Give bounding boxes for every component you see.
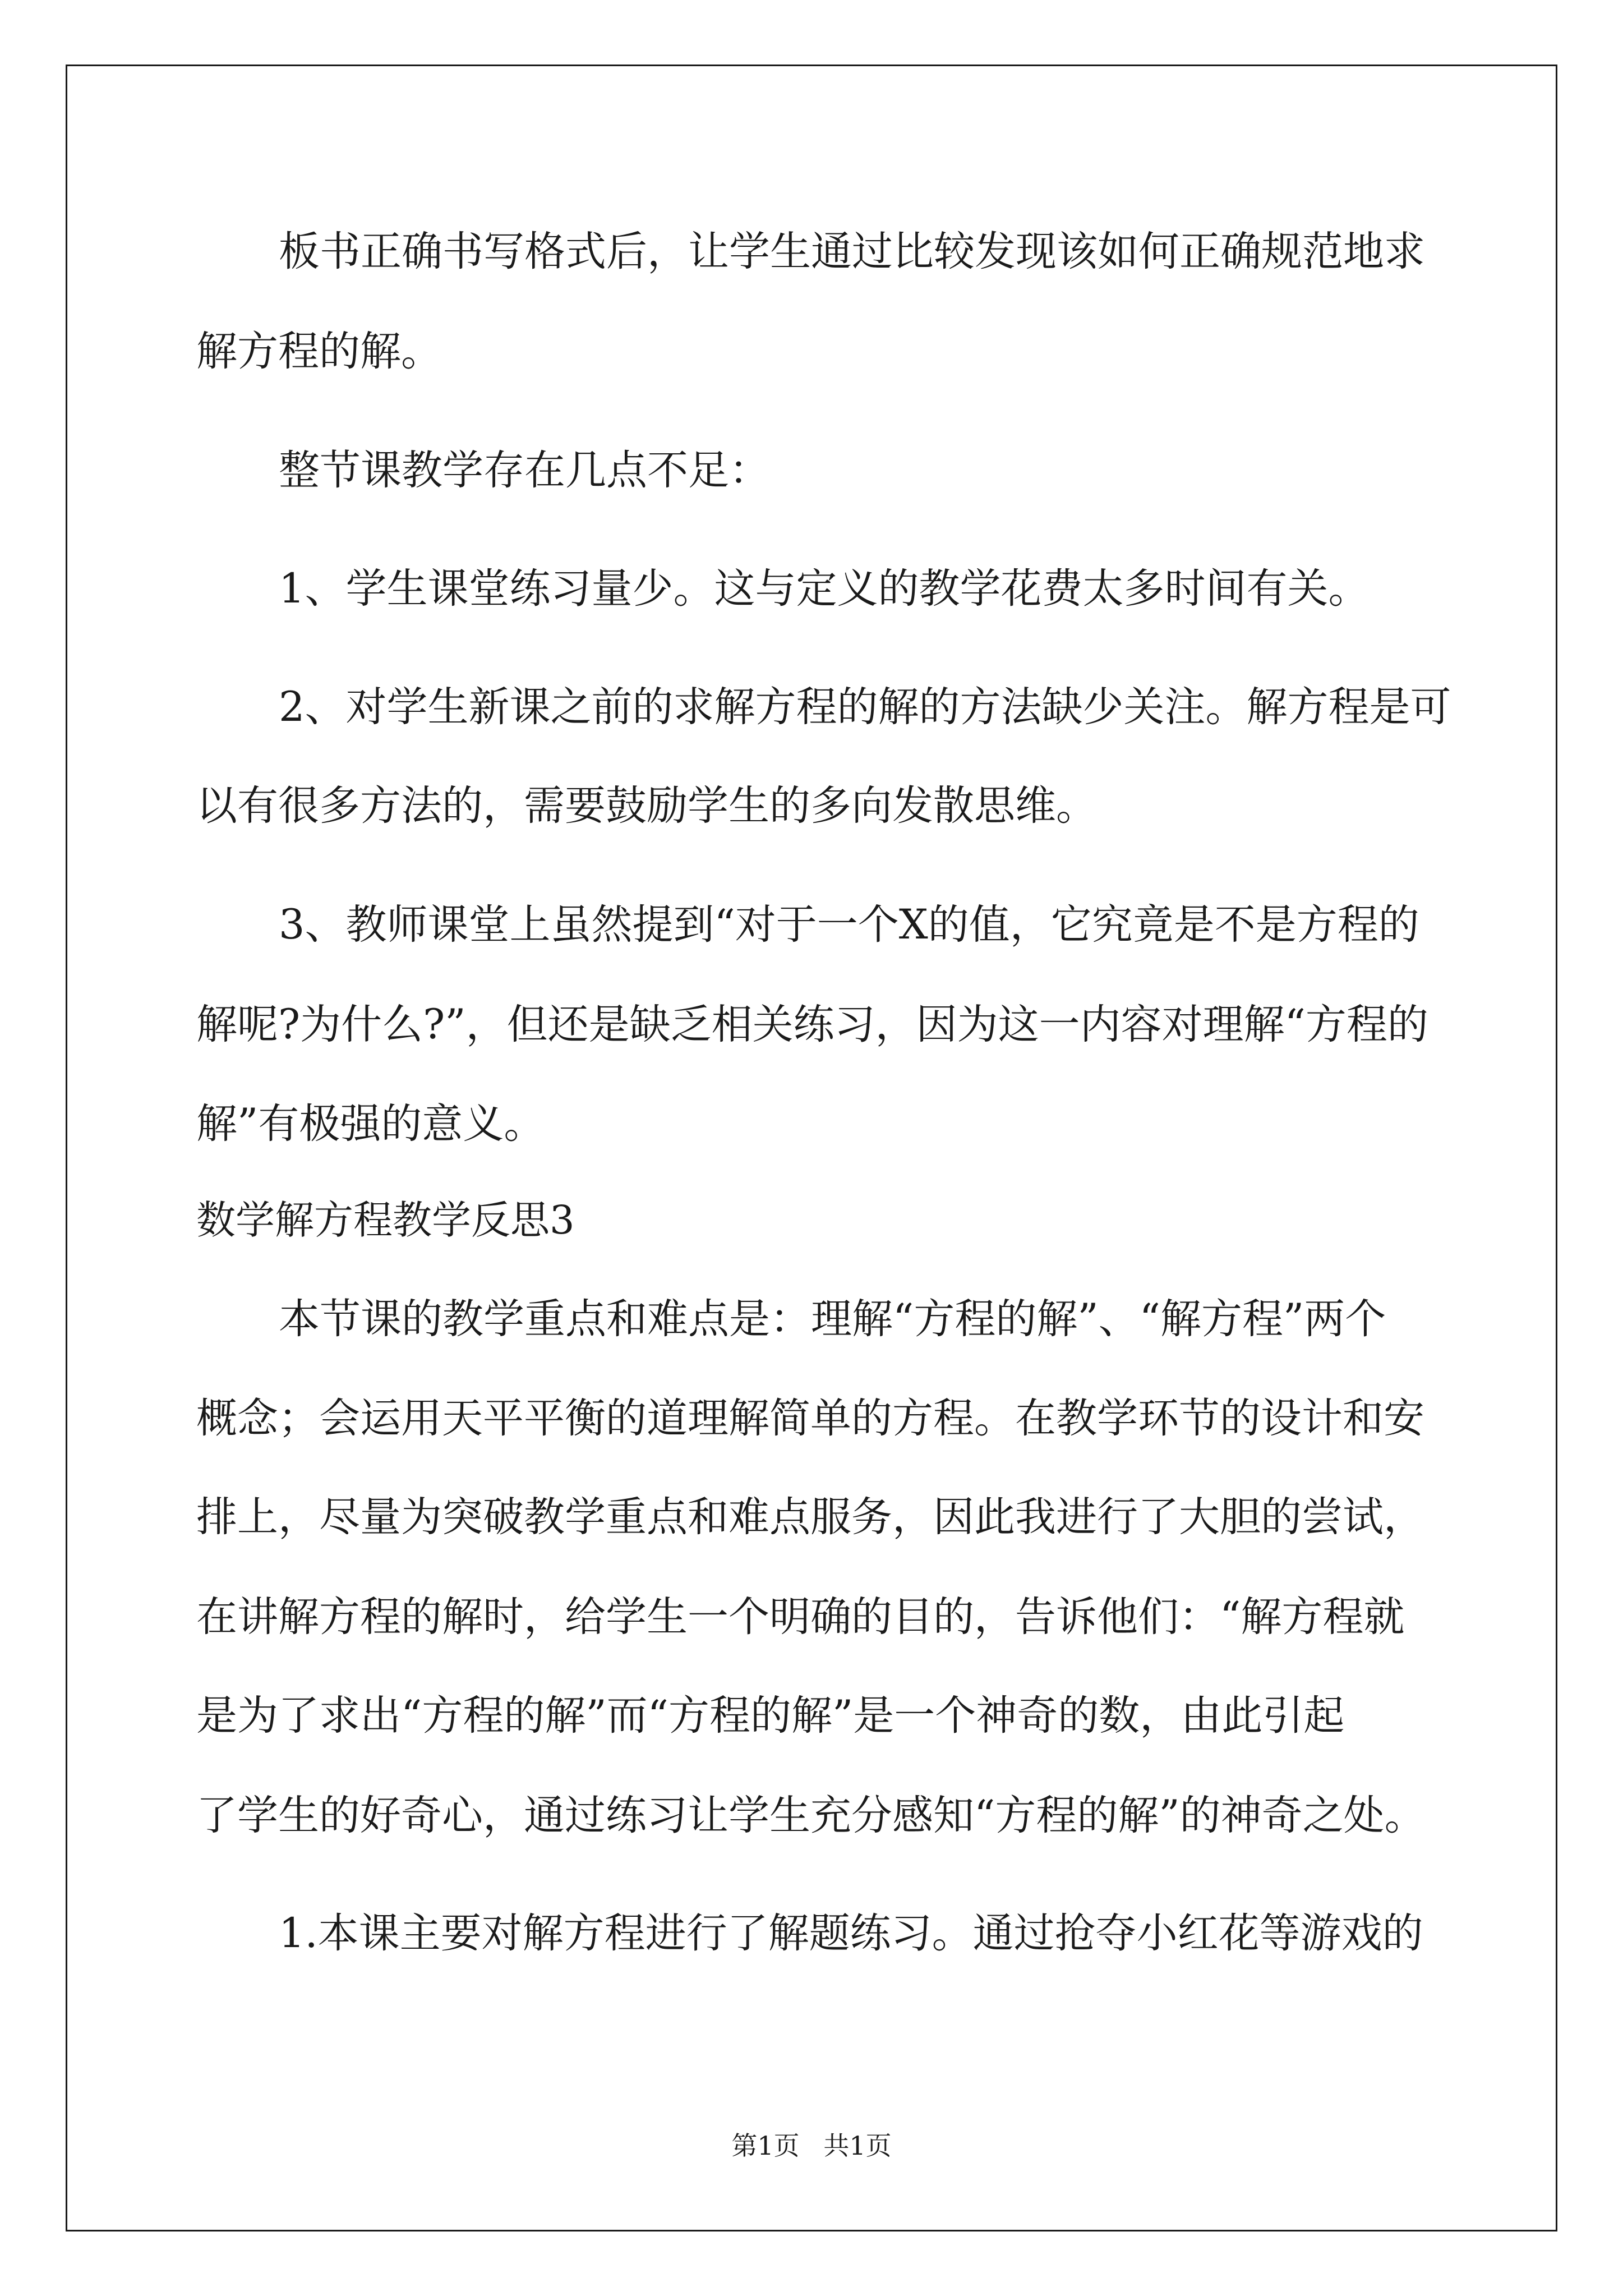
paragraph-line: 1、学生课堂练习量少。这与定义的教学花费太多时间有关。 xyxy=(279,565,1370,613)
paragraph-line: 在讲解方程的解时，给学生一个明确的目的，告诉他们：“解方程就 xyxy=(196,1593,1405,1641)
paragraph-line: 是为了求出“方程的解”而“方程的解”是一个神奇的数，由此引起 xyxy=(196,1692,1345,1740)
paragraph-line: 了学生的好奇心，通过练习让学生充分感知“方程的解”的神奇之处。 xyxy=(196,1792,1426,1839)
paragraph-line: 解方程的解。 xyxy=(196,328,442,375)
page-footer xyxy=(0,2133,1623,2159)
paragraph-line: 板书正确书写格式后，让学生通过比较发现该如何正确规范地求 xyxy=(279,228,1425,275)
paragraph-line: 整节课教学存在几点不足： xyxy=(279,447,770,494)
paragraph-line: 解”有极强的意义。 xyxy=(196,1100,545,1148)
paragraph-line: 1.本课主要对解方程进行了解题练习。通过抢夺小红花等游戏的 xyxy=(279,1910,1423,1957)
paragraph-line: 3、教师课堂上虽然提到“对于一个X的值，它究竟是不是方程的 xyxy=(279,901,1419,949)
paragraph-line: 本节课的教学重点和难点是：理解“方程的解”、“解方程”两个 xyxy=(279,1295,1386,1343)
paragraph-line: 以有很多方法的，需要鼓励学生的多向发散思维。 xyxy=(196,782,1097,830)
section-heading: 数学解方程教学反思3 xyxy=(196,1197,575,1243)
paragraph-line: 概念；会运用天平平衡的道理解简单的方程。在教学环节的设计和安 xyxy=(196,1395,1424,1442)
paragraph-line: 解呢?为什么?”，但还是缺乏相关练习，因为这一内容对理解“方程的 xyxy=(196,1001,1428,1048)
page-number: 第1页 xyxy=(731,2131,800,2161)
paragraph-line: 2、对学生新课之前的求解方程的解的方法缺少关注。解方程是可 xyxy=(279,683,1451,731)
page-total: 共1页 xyxy=(823,2131,892,2161)
paragraph-line: 排上，尽量为突破教学重点和难点服务，因此我进行了大胆的尝试， xyxy=(196,1493,1424,1541)
